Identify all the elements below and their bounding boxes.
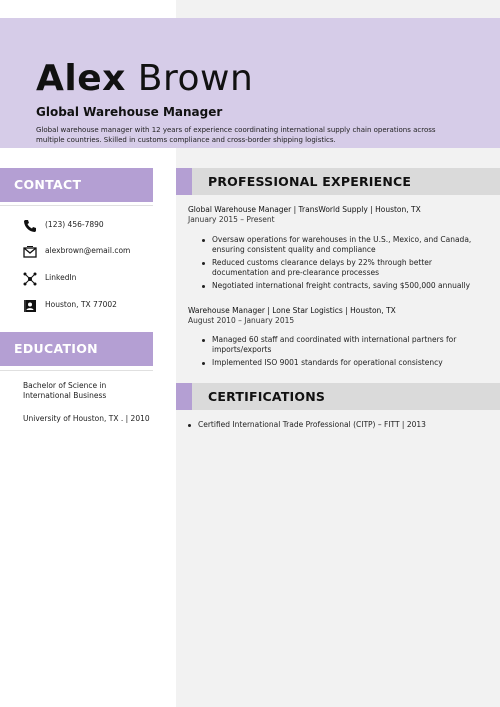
list-item: Implemented ISO 9001 standards for operational consistency	[200, 358, 490, 368]
experience-heading-bar	[176, 168, 500, 195]
contact-linkedin	[23, 271, 163, 287]
id-card-icon	[23, 298, 37, 312]
phone-icon	[23, 218, 37, 232]
candidate-name	[36, 58, 253, 100]
list-item: Negotiated international freight contracts, saving $500,000 annually	[200, 281, 490, 291]
email-icon	[23, 244, 37, 258]
linkedin-link[interactable]: LinkedIn	[45, 273, 77, 282]
list-item: Oversaw operations for warehouses in the U.S., Mexico, and Canada, ensuring consistent quality and compliance	[200, 235, 490, 255]
list-item: Managed 60 staff and coordinated with international partners for imports/exports	[200, 335, 490, 355]
section-accent	[176, 168, 192, 195]
job-2-title-line: Warehouse Manager | Lone Star Logistics | Houston, TX	[188, 306, 396, 315]
job-2-dates: August 2010 – January 2015	[188, 316, 295, 325]
location-text: Houston, TX 77002	[45, 300, 117, 309]
contact-heading: CONTACT	[14, 177, 82, 192]
first-name: Alex	[36, 58, 126, 99]
education-heading-bar	[0, 332, 153, 366]
job-1-bullets	[200, 235, 490, 294]
education-heading: EDUCATION	[14, 341, 98, 356]
header-band	[0, 18, 500, 148]
certifications-list	[186, 420, 486, 433]
divider	[0, 205, 153, 206]
job-1-dates: January 2015 – Present	[188, 215, 275, 224]
email-address[interactable]: alexbrown@email.com	[45, 246, 131, 255]
network-icon	[23, 271, 37, 285]
education-degree: Bachelor of Science in International Business	[23, 381, 107, 400]
contact-location	[23, 298, 163, 314]
list-item: Certified International Trade Professional (CITP) – FITT | 2013	[186, 420, 486, 430]
job-2-bullets	[200, 335, 490, 371]
section-accent	[176, 383, 192, 410]
summary-text: Global warehouse manager with 12 years of experience coordinating international supply chain operations across multiple countries. Skilled in customs compliance and cross-border shipping logistics.	[36, 126, 436, 144]
education-school: University of Houston, TX . | 2010	[23, 414, 150, 423]
experience-heading: PROFESSIONAL EXPERIENCE	[208, 174, 412, 189]
contact-phone	[23, 218, 163, 234]
phone-number: (123) 456-7890	[45, 220, 104, 229]
contact-heading-bar	[0, 168, 153, 202]
list-item: Reduced customs clearance delays by 22% through better documentation and pre-clearance processes	[200, 258, 490, 278]
certifications-heading-bar	[176, 383, 500, 410]
contact-email	[23, 244, 163, 260]
job-title: Global Warehouse Manager	[36, 105, 223, 119]
certifications-heading: CERTIFICATIONS	[208, 389, 326, 404]
last-name: Brown	[137, 58, 254, 99]
divider	[0, 370, 153, 371]
job-1-title-line: Global Warehouse Manager | TransWorld Supply | Houston, TX	[188, 205, 421, 214]
